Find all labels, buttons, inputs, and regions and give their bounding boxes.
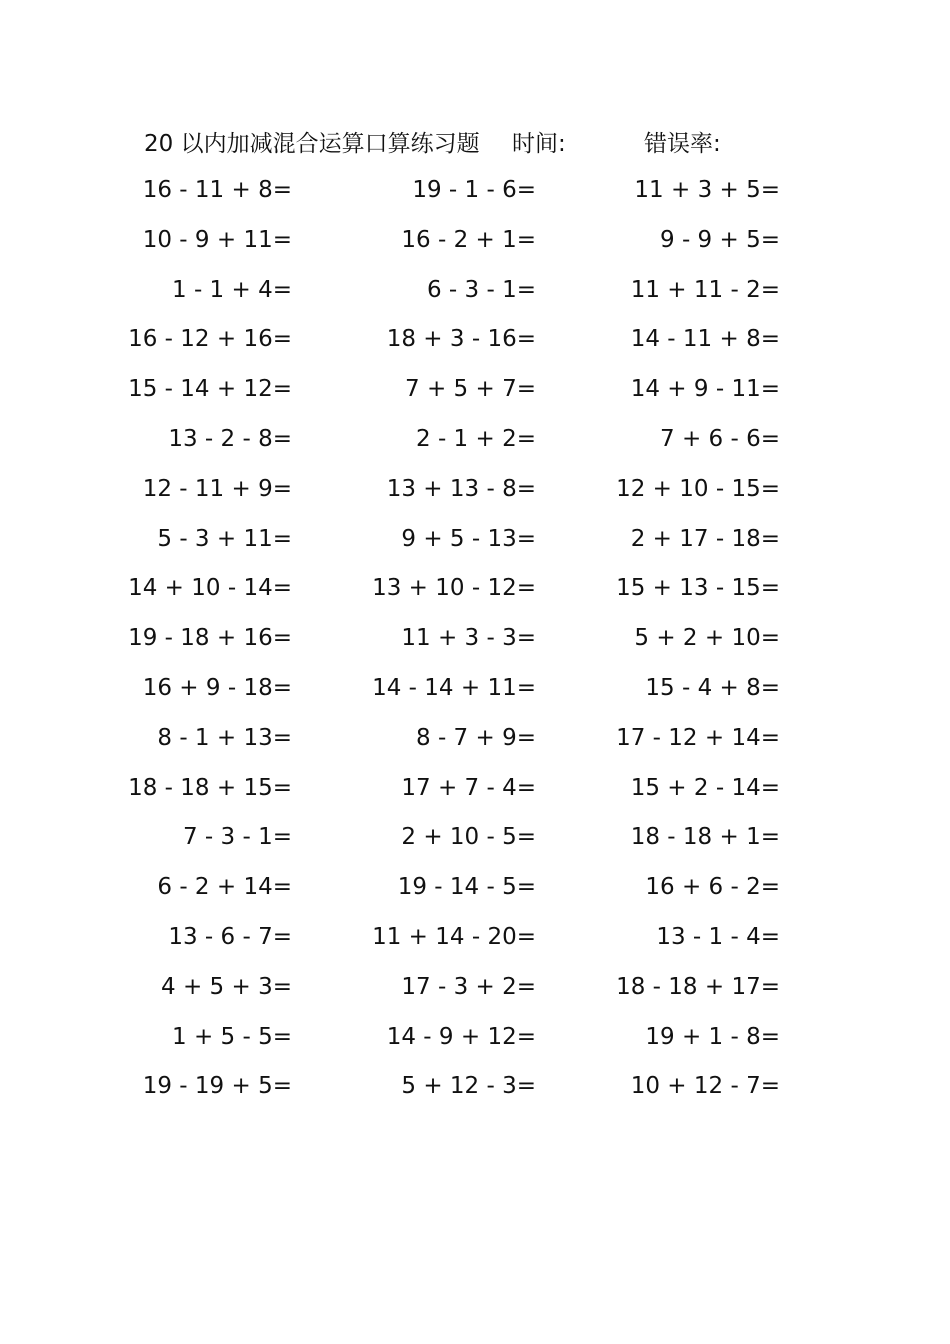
problem: 8 - 7 + 9= bbox=[416, 724, 536, 751]
problem: 2 + 10 - 5= bbox=[401, 824, 536, 851]
problem-row bbox=[0, 216, 950, 266]
problem: 12 + 10 - 15= bbox=[616, 475, 780, 502]
problem: 14 - 11 + 8= bbox=[630, 326, 780, 353]
problem: 16 - 11 + 8= bbox=[142, 177, 292, 203]
problem: 11 + 11 - 2= bbox=[630, 276, 780, 303]
problem: 16 - 2 + 1= bbox=[401, 226, 536, 253]
problem-row bbox=[0, 166, 950, 216]
problem: 2 + 17 - 18= bbox=[630, 525, 780, 552]
problem: 13 + 10 - 12= bbox=[372, 575, 536, 602]
problem: 2 - 1 + 2= bbox=[416, 425, 536, 452]
problem-row bbox=[0, 614, 950, 664]
problem: 15 + 13 - 15= bbox=[616, 575, 780, 602]
problem-row bbox=[0, 863, 950, 913]
problem-row bbox=[0, 813, 950, 863]
problem: 5 + 2 + 10= bbox=[634, 625, 780, 652]
problem: 19 - 1 - 6= bbox=[412, 177, 536, 203]
problem-row bbox=[0, 415, 950, 465]
problem: 1 + 5 - 5= bbox=[172, 1023, 292, 1050]
problem: 8 - 1 + 13= bbox=[157, 724, 292, 751]
problem: 11 + 14 - 20= bbox=[372, 923, 536, 950]
worksheet-header bbox=[0, 124, 950, 164]
problem-row bbox=[0, 564, 950, 614]
problem-row bbox=[0, 714, 950, 764]
problem-row bbox=[0, 1013, 950, 1063]
problem: 17 - 3 + 2= bbox=[401, 973, 536, 1000]
problem-row bbox=[0, 963, 950, 1013]
problem: 15 - 4 + 8= bbox=[645, 674, 780, 701]
problem-row bbox=[0, 266, 950, 316]
problem-row bbox=[0, 465, 950, 515]
problem: 9 + 5 - 13= bbox=[401, 525, 536, 552]
problem: 18 + 3 - 16= bbox=[386, 326, 536, 353]
problem-row bbox=[0, 913, 950, 963]
problem: 14 + 10 - 14= bbox=[128, 575, 292, 602]
problem: 11 + 3 + 5= bbox=[634, 177, 780, 203]
problem-row bbox=[0, 664, 950, 714]
problem: 15 + 2 - 14= bbox=[630, 774, 780, 801]
problem: 7 + 5 + 7= bbox=[405, 376, 536, 403]
problem: 12 - 11 + 9= bbox=[142, 475, 292, 502]
problem: 11 + 3 - 3= bbox=[401, 625, 536, 652]
problem: 16 - 12 + 16= bbox=[128, 326, 292, 353]
problem-row bbox=[0, 365, 950, 415]
problem: 5 - 3 + 11= bbox=[157, 525, 292, 552]
problem: 13 - 1 - 4= bbox=[656, 923, 780, 950]
problem: 4 + 5 + 3= bbox=[161, 973, 292, 1000]
problem: 10 + 12 - 7= bbox=[630, 1073, 780, 1100]
problem: 14 - 9 + 12= bbox=[386, 1023, 536, 1050]
problem-row bbox=[0, 764, 950, 814]
problem: 1 - 1 + 4= bbox=[172, 276, 292, 303]
problem: 18 - 18 + 1= bbox=[630, 824, 780, 851]
problem: 6 - 2 + 14= bbox=[157, 874, 292, 901]
problem: 19 + 1 - 8= bbox=[645, 1023, 780, 1050]
problem: 19 - 14 - 5= bbox=[397, 874, 536, 901]
problem: 17 - 12 + 14= bbox=[616, 724, 780, 751]
problem: 15 - 14 + 12= bbox=[128, 376, 292, 403]
problem-row bbox=[0, 315, 950, 365]
worksheet-title: 20 以内加减混合运算口算练习题 bbox=[144, 131, 480, 157]
error-rate-label: 错误率: bbox=[644, 131, 721, 157]
time-label: 时间: bbox=[512, 131, 566, 157]
problem-row bbox=[0, 515, 950, 565]
problem: 18 - 18 + 15= bbox=[128, 774, 292, 801]
problem: 5 + 12 - 3= bbox=[401, 1073, 536, 1100]
problem-grid bbox=[0, 166, 950, 1112]
problem: 14 + 9 - 11= bbox=[630, 376, 780, 403]
problem: 14 - 14 + 11= bbox=[372, 674, 536, 701]
problem: 9 - 9 + 5= bbox=[660, 226, 780, 253]
problem: 16 + 9 - 18= bbox=[142, 674, 292, 701]
problem: 13 - 2 - 8= bbox=[168, 425, 292, 452]
problem: 7 + 6 - 6= bbox=[660, 425, 780, 452]
problem: 18 - 18 + 17= bbox=[616, 973, 780, 1000]
problem: 17 + 7 - 4= bbox=[401, 774, 536, 801]
problem: 7 - 3 - 1= bbox=[182, 824, 292, 851]
problem: 6 - 3 - 1= bbox=[426, 276, 536, 303]
problem: 19 - 19 + 5= bbox=[142, 1073, 292, 1100]
problem-row bbox=[0, 1062, 950, 1112]
problem: 16 + 6 - 2= bbox=[645, 874, 780, 901]
problem: 13 + 13 - 8= bbox=[386, 475, 536, 502]
problem: 13 - 6 - 7= bbox=[168, 923, 292, 950]
problem: 19 - 18 + 16= bbox=[128, 625, 292, 652]
problem: 10 - 9 + 11= bbox=[142, 226, 292, 253]
